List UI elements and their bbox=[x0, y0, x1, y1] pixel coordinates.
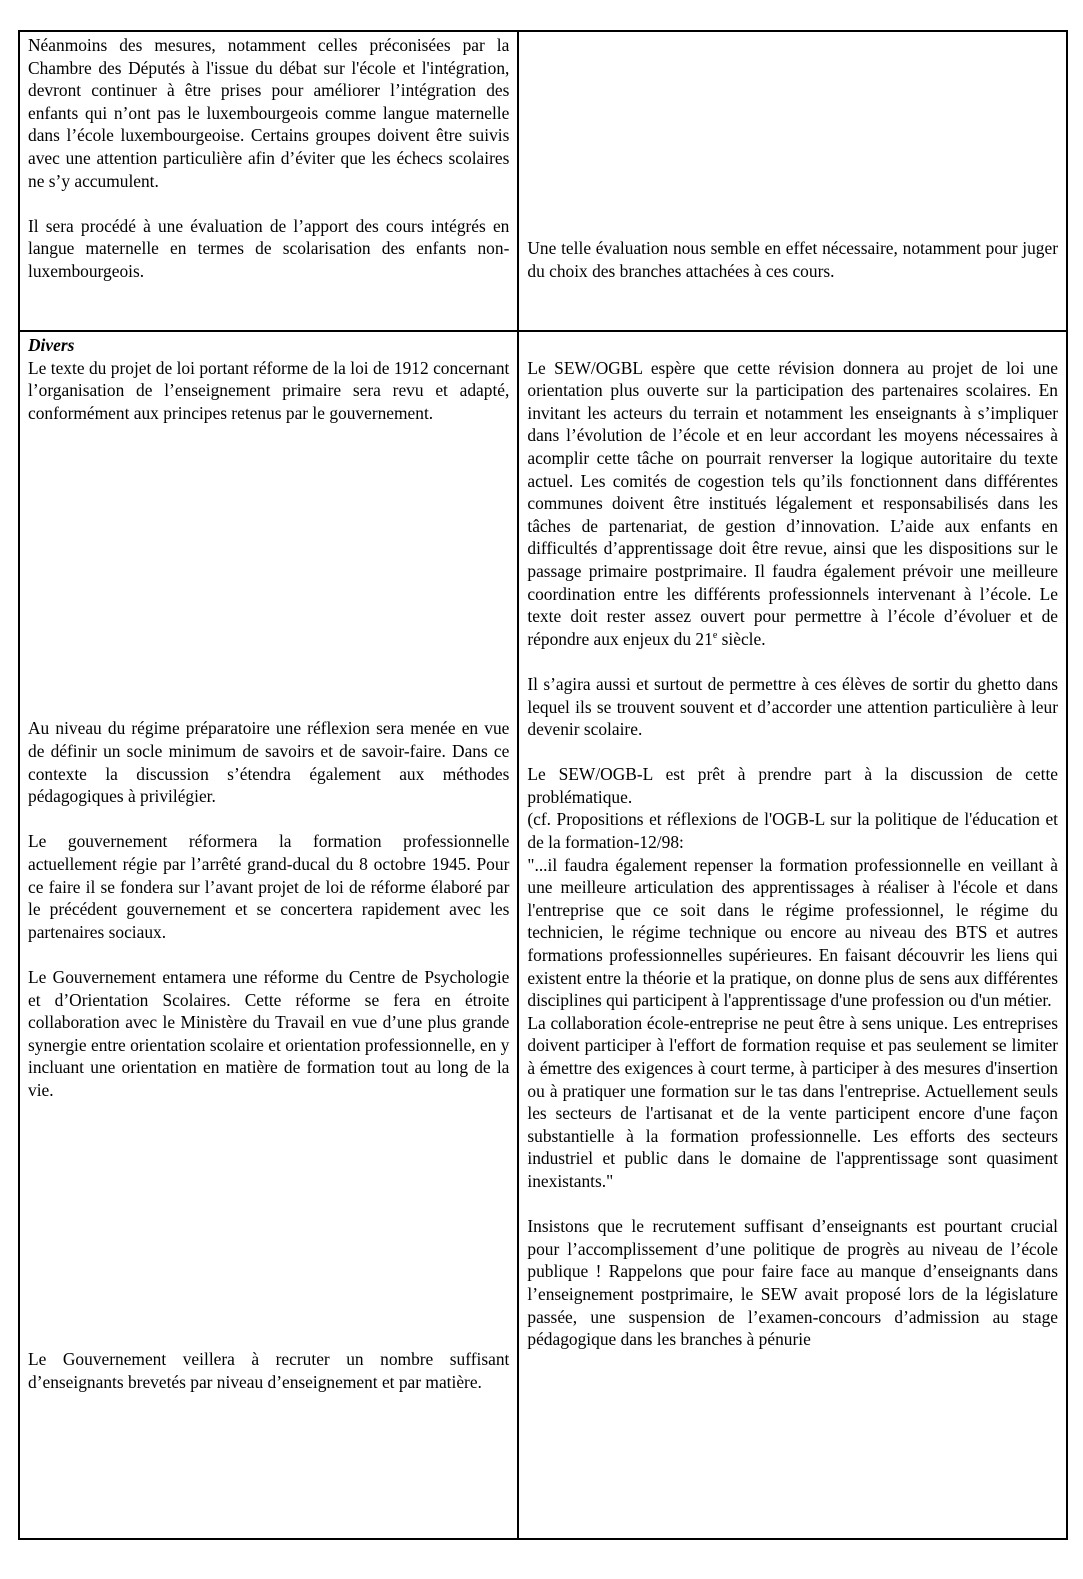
section-heading: Divers bbox=[28, 335, 75, 355]
paragraph: Le texte du projet de loi portant réforme de la loi de 1912 concernant l’organisation de l’enseignement primaire sera revu et adapté, conformément aux principes retenus par le gouvernement. bbox=[28, 357, 510, 423]
comparison-table bbox=[18, 30, 1068, 1540]
paragraph: Il s’agira aussi et surtout de permettre à ces élèves de sortir du ghetto dans lequel ils se trouvent souvent et d’accorder une attention particulière à leur devenir scolaire. bbox=[527, 673, 1058, 740]
right-cell bbox=[518, 31, 1067, 331]
paragraph-text: Le SEW/OGBL espère que cette révision donnera au projet de loi une orientation plus ouverte sur la participation des partenaires scolaires. En invitant les acteurs du terrain et notamment les enseignants à s’impliquer dans l’évolution de l’école et en leur accordant les moyens nécessaires à acomplir cette tâche on pourrait renverser la logique autoritaire du texte actuel. Les comités de cogestion tels qu’ils fonctionnent dans différentes communes doivent être institués légalement et responsabilisés dans les tâches de partenariat, de gestion d’innovation. L’aide aux enfants en difficultés d’apprentissage doit être revue, ainsi que les dispositions sur le passage primaire postprimaire. Il faudra également prévoir une meilleure coordination entre les différents professionnels intervenant à l’école. Le texte doit rester assez ouvert pour permettre à l’école d’évoluer et de répondre aux enjeux du 21 bbox=[527, 357, 1058, 649]
paragraph: Une telle évaluation nous semble en effet nécessaire, notamment pour juger du choix des branches attachées à ces cours. bbox=[527, 238, 1058, 281]
paragraph: Le gouvernement réformera la formation professionnelle actuellement régie par l’arrêté grand-ducal du 8 octobre 1945. Pour ce faire il se fondera sur l’avant projet de loi de réforme élaboré par le précédent gouvernement et se concertera rapidement avec les partenaires sociaux. bbox=[28, 831, 510, 942]
paragraph: (cf. Propositions et réflexions de l'OGB-L sur la politique de l'éducation et de la formation-12/98: bbox=[527, 809, 1058, 853]
table-row bbox=[19, 331, 1067, 1539]
left-cell bbox=[19, 331, 518, 1539]
superscript: e bbox=[712, 629, 718, 641]
paragraph-text: siècle. bbox=[717, 628, 766, 649]
right-cell bbox=[518, 331, 1067, 1539]
paragraph: Néanmoins des mesures, notamment celles préconisées par la Chambre des Députés à l'issue du débat sur l'école et l'intégration, devront continuer à être prises pour améliorer l’intégration des enfants qui n’ont pas le luxembourgeois comme langue maternelle dans l’école luxembourgeoise. Certains groupes doivent être suivis avec une attention particulière afin d’éviter que les échecs scolaires ne s’y accumulent. bbox=[28, 35, 510, 191]
document-page bbox=[18, 30, 1068, 1540]
paragraph: Insistons que le recrutement suffisant d’enseignants est pourtant crucial pour l’accomplissement d’une politique de progrès au niveau de l’école publique ! Rappelons que pour faire face au manque d’enseignants dans l’enseignement postprimaire, le SEW avait proposé lors de la législature passée, une suspension de l’examen-concours d’admission au stage pédagogique dans les branches à pénurie bbox=[527, 1216, 1058, 1350]
left-cell bbox=[19, 31, 518, 331]
paragraph: La collaboration école-entreprise ne peut être à sens unique. Les entreprises doivent participer à l'effort de formation requise et pas seulement se limiter à émettre des exigences à court terme, à participer à des mesures d'insertion ou à pratiquer une formation sur le tas dans l'entreprise. Actuellement seuls les secteurs de l'artisanat et de la vente participent encore d'une façon substantielle à la formation professionnelle. Les efforts des secteurs industriel et public dans le domaine de l'apprentissage sont quasiment inexistants." bbox=[527, 1012, 1058, 1191]
paragraph bbox=[527, 357, 1058, 651]
paragraph: Le Gouvernement entamera une réforme du Centre de Psychologie et d’Orientation Scolaires. Cette réforme se fera en étroite collaboration avec le Ministère du Travail en vue d’une plus grande synergie entre orientation scolaire et orientation professionnelle, en y incluant une orientation en matière de formation tout au long de la vie. bbox=[28, 966, 510, 1100]
paragraph: Le SEW/OGB-L est prêt à prendre part à la discussion de cette problématique. bbox=[527, 764, 1058, 807]
paragraph: Au niveau du régime préparatoire une réflexion sera menée en vue de définir un socle minimum de savoirs et de savoir-faire. Dans ce contexte la discussion s’étendra également aux méthodes pédagogiques à privilégier. bbox=[28, 718, 510, 807]
table-row bbox=[19, 31, 1067, 331]
paragraph: Le Gouvernement veillera à recruter un nombre suffisant d’enseignants brevetés par niveau d’enseignement et par matière. bbox=[28, 1349, 510, 1393]
paragraph: "...il faudra également repenser la formation professionnelle en veillant à une meilleure articulation des apprentissages à réaliser à l'école et dans l'entreprise que ce soit dans le régime professionnel, le régime du technicien, le régime technique ou encore au niveau des BTS et autres formations professionnelles supérieures. En faisant découvrir les liens qui existent entre la théorie et la pratique, on donne plus de sens aux différentes disciplines qui participent à l'apprentissage d'une profession ou d'un métier. bbox=[527, 854, 1058, 1011]
paragraph: Il sera procédé à une évaluation de l’apport des cours intégrés en langue maternelle en termes de scolarisation des enfants non-luxembourgeois. bbox=[28, 215, 510, 281]
